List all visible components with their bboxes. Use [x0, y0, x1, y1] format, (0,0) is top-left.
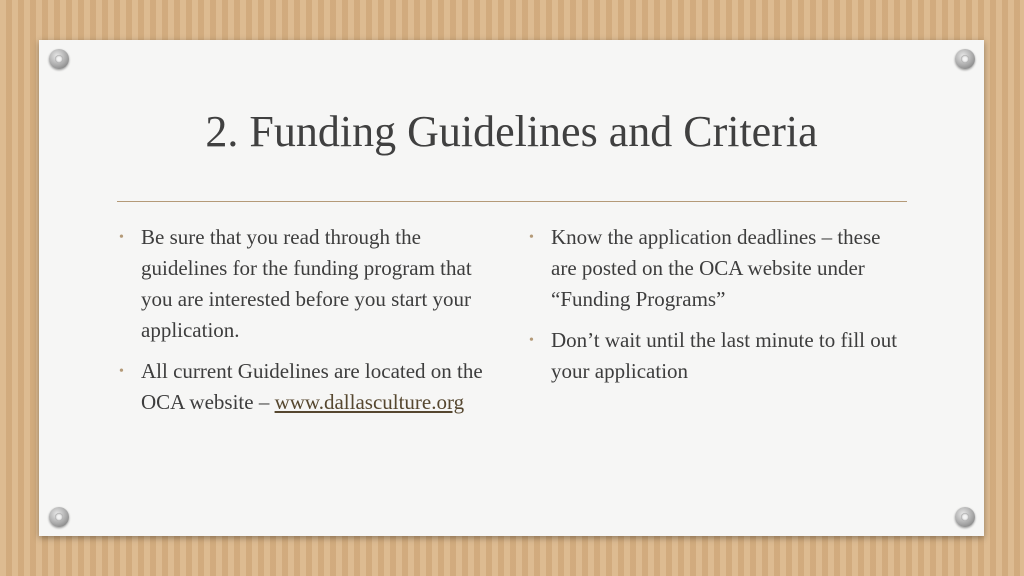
bullet-text: Don’t wait until the last minute to fill out your application — [551, 328, 898, 383]
pushpin-icon — [955, 507, 975, 527]
title-divider — [117, 201, 907, 202]
left-bullet-list — [115, 222, 495, 428]
list-item — [115, 222, 495, 346]
bullet-icon: • — [529, 333, 534, 348]
slide-title: 2. Funding Guidelines and Criteria — [205, 107, 818, 156]
list-item — [525, 222, 905, 315]
bullet-icon: • — [119, 364, 124, 379]
list-item — [525, 325, 905, 387]
list-item — [115, 356, 495, 418]
bullet-text: Be sure that you read through the guidelines for the funding program that you are interested before you start your application. — [141, 225, 472, 342]
right-bullet-list — [525, 222, 905, 397]
pushpin-icon — [49, 507, 69, 527]
bullet-icon: • — [529, 230, 534, 245]
bullet-text: Know the application deadlines – these are posted on the OCA website under “Funding Programs” — [551, 225, 881, 311]
slide — [39, 40, 984, 536]
bullet-icon: • — [119, 230, 124, 245]
bullet-text: All current Guidelines are located on the OCA website – — [141, 359, 483, 414]
pushpin-icon — [49, 49, 69, 69]
dallasculture-link[interactable]: www.dallasculture.org — [274, 390, 465, 414]
pushpin-icon — [955, 49, 975, 69]
